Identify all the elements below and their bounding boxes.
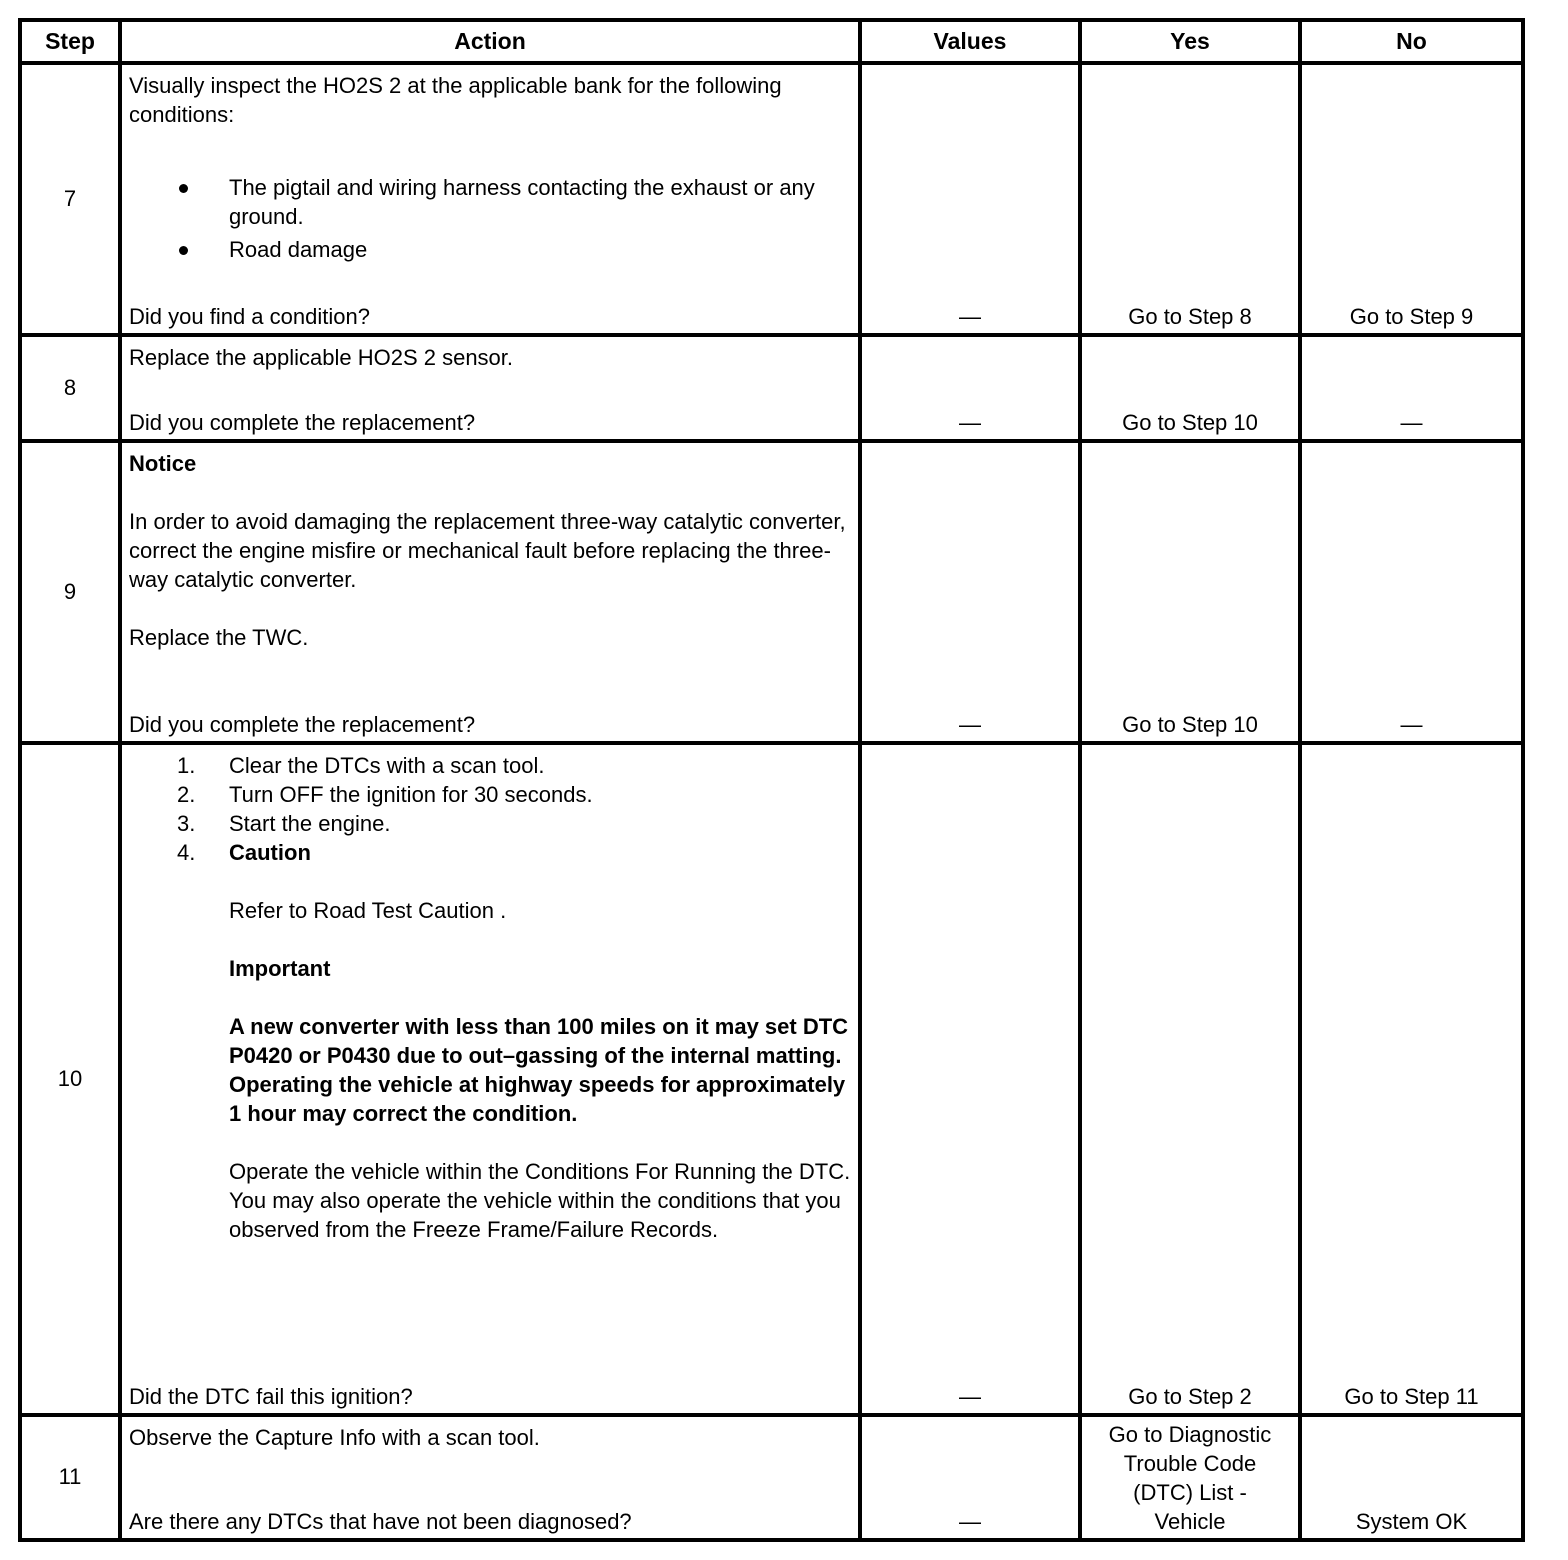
yes-cell: Go to Diagnostic Trouble Code (DTC) List - Vehicle: [1080, 1415, 1300, 1540]
header-no: No: [1300, 20, 1523, 63]
header-step: Step: [20, 20, 120, 63]
operate-text: Operate the vehicle within the Conditions For Running the DTC. You may also operate the vehicle within the conditions that you observed from the Freeze Frame/Failure Records.: [229, 1158, 851, 1242]
procedure-list: [129, 751, 852, 867]
header-values: Values: [860, 20, 1080, 63]
important-text: A new converter with less than 100 miles on it may set DTC P0420 or P0430 due to out–gassing of the internal matting. Operating the vehicle at highway speeds for approximately 1 hour may correct the condition.: [229, 1013, 849, 1126]
action-cell: [120, 743, 860, 1415]
values-cell: —: [860, 63, 1080, 335]
action-cell: [120, 63, 860, 335]
header-action: Action: [120, 20, 860, 63]
diagnostic-table: [18, 18, 1525, 1542]
table-row: [20, 335, 1523, 441]
important-title: Important: [229, 955, 331, 981]
header-yes: Yes: [1080, 20, 1300, 63]
action-cell: [120, 441, 860, 742]
no-cell: —: [1300, 441, 1523, 742]
action-intro: Observe the Capture Info with a scan tool.: [129, 1424, 540, 1450]
notice-text: In order to avoid damaging the replacement three-way catalytic converter, correct the engine misfire or mechanical fault before replacing the three-way catalytic converter.: [129, 509, 846, 593]
yes-cell: Go to Step 10: [1080, 335, 1300, 441]
values-cell: —: [860, 441, 1080, 742]
yes-cell: Go to Step 2: [1080, 743, 1300, 1415]
action-question: Did you complete the replacement?: [129, 410, 476, 436]
condition-list: [129, 173, 852, 264]
no-cell: System OK: [1300, 1415, 1523, 1540]
header-row: [20, 20, 1523, 63]
no-cell: Go to Step 9: [1300, 63, 1523, 335]
bullet-icon: [179, 184, 188, 193]
yes-cell: Go to Step 8: [1080, 63, 1300, 335]
action-question: Did you find a condition?: [129, 304, 370, 330]
action-cell: [120, 1415, 860, 1540]
action-instruction: Replace the TWC.: [129, 625, 309, 651]
values-cell: —: [860, 743, 1080, 1415]
yes-cell: Go to Step 10: [1080, 441, 1300, 742]
action-question: Did the DTC fail this ignition?: [129, 1383, 413, 1409]
caution-reference: Refer to Road Test Caution .: [229, 897, 507, 923]
step-number: 11: [20, 1415, 120, 1540]
step-number: 8: [20, 335, 120, 441]
notice-title: Notice: [129, 451, 197, 477]
step-number: 7: [20, 63, 120, 335]
list-item: 3. Start the engine.: [177, 810, 391, 836]
values-cell: —: [860, 335, 1080, 441]
table-row: [20, 1415, 1523, 1540]
list-item: The pigtail and wiring harness contacting the exhaust or any ground.: [129, 173, 852, 231]
list-item: 1. Clear the DTCs with a scan tool.: [177, 752, 545, 778]
no-cell: Go to Step 11: [1300, 743, 1523, 1415]
step-number: 10: [20, 743, 120, 1415]
caution-title: Caution: [229, 839, 311, 865]
step-number: 9: [20, 441, 120, 742]
values-cell: —: [860, 1415, 1080, 1540]
table-row: [20, 441, 1523, 742]
table-row: [20, 743, 1523, 1415]
list-item: 2. Turn OFF the ignition for 30 seconds.: [177, 781, 593, 807]
action-intro: Visually inspect the HO2S 2 at the applicable bank for the following conditions:: [129, 73, 782, 127]
action-question: Are there any DTCs that have not been diagnosed?: [129, 1509, 632, 1534]
list-item: Road damage: [129, 235, 852, 264]
action-cell: [120, 335, 860, 441]
action-intro: Replace the applicable HO2S 2 sensor.: [129, 345, 514, 371]
no-cell: —: [1300, 335, 1523, 441]
action-question: Did you complete the replacement?: [129, 711, 476, 737]
list-item: 4. Caution: [177, 839, 311, 865]
bullet-icon: [179, 246, 188, 255]
table-row: [20, 63, 1523, 335]
